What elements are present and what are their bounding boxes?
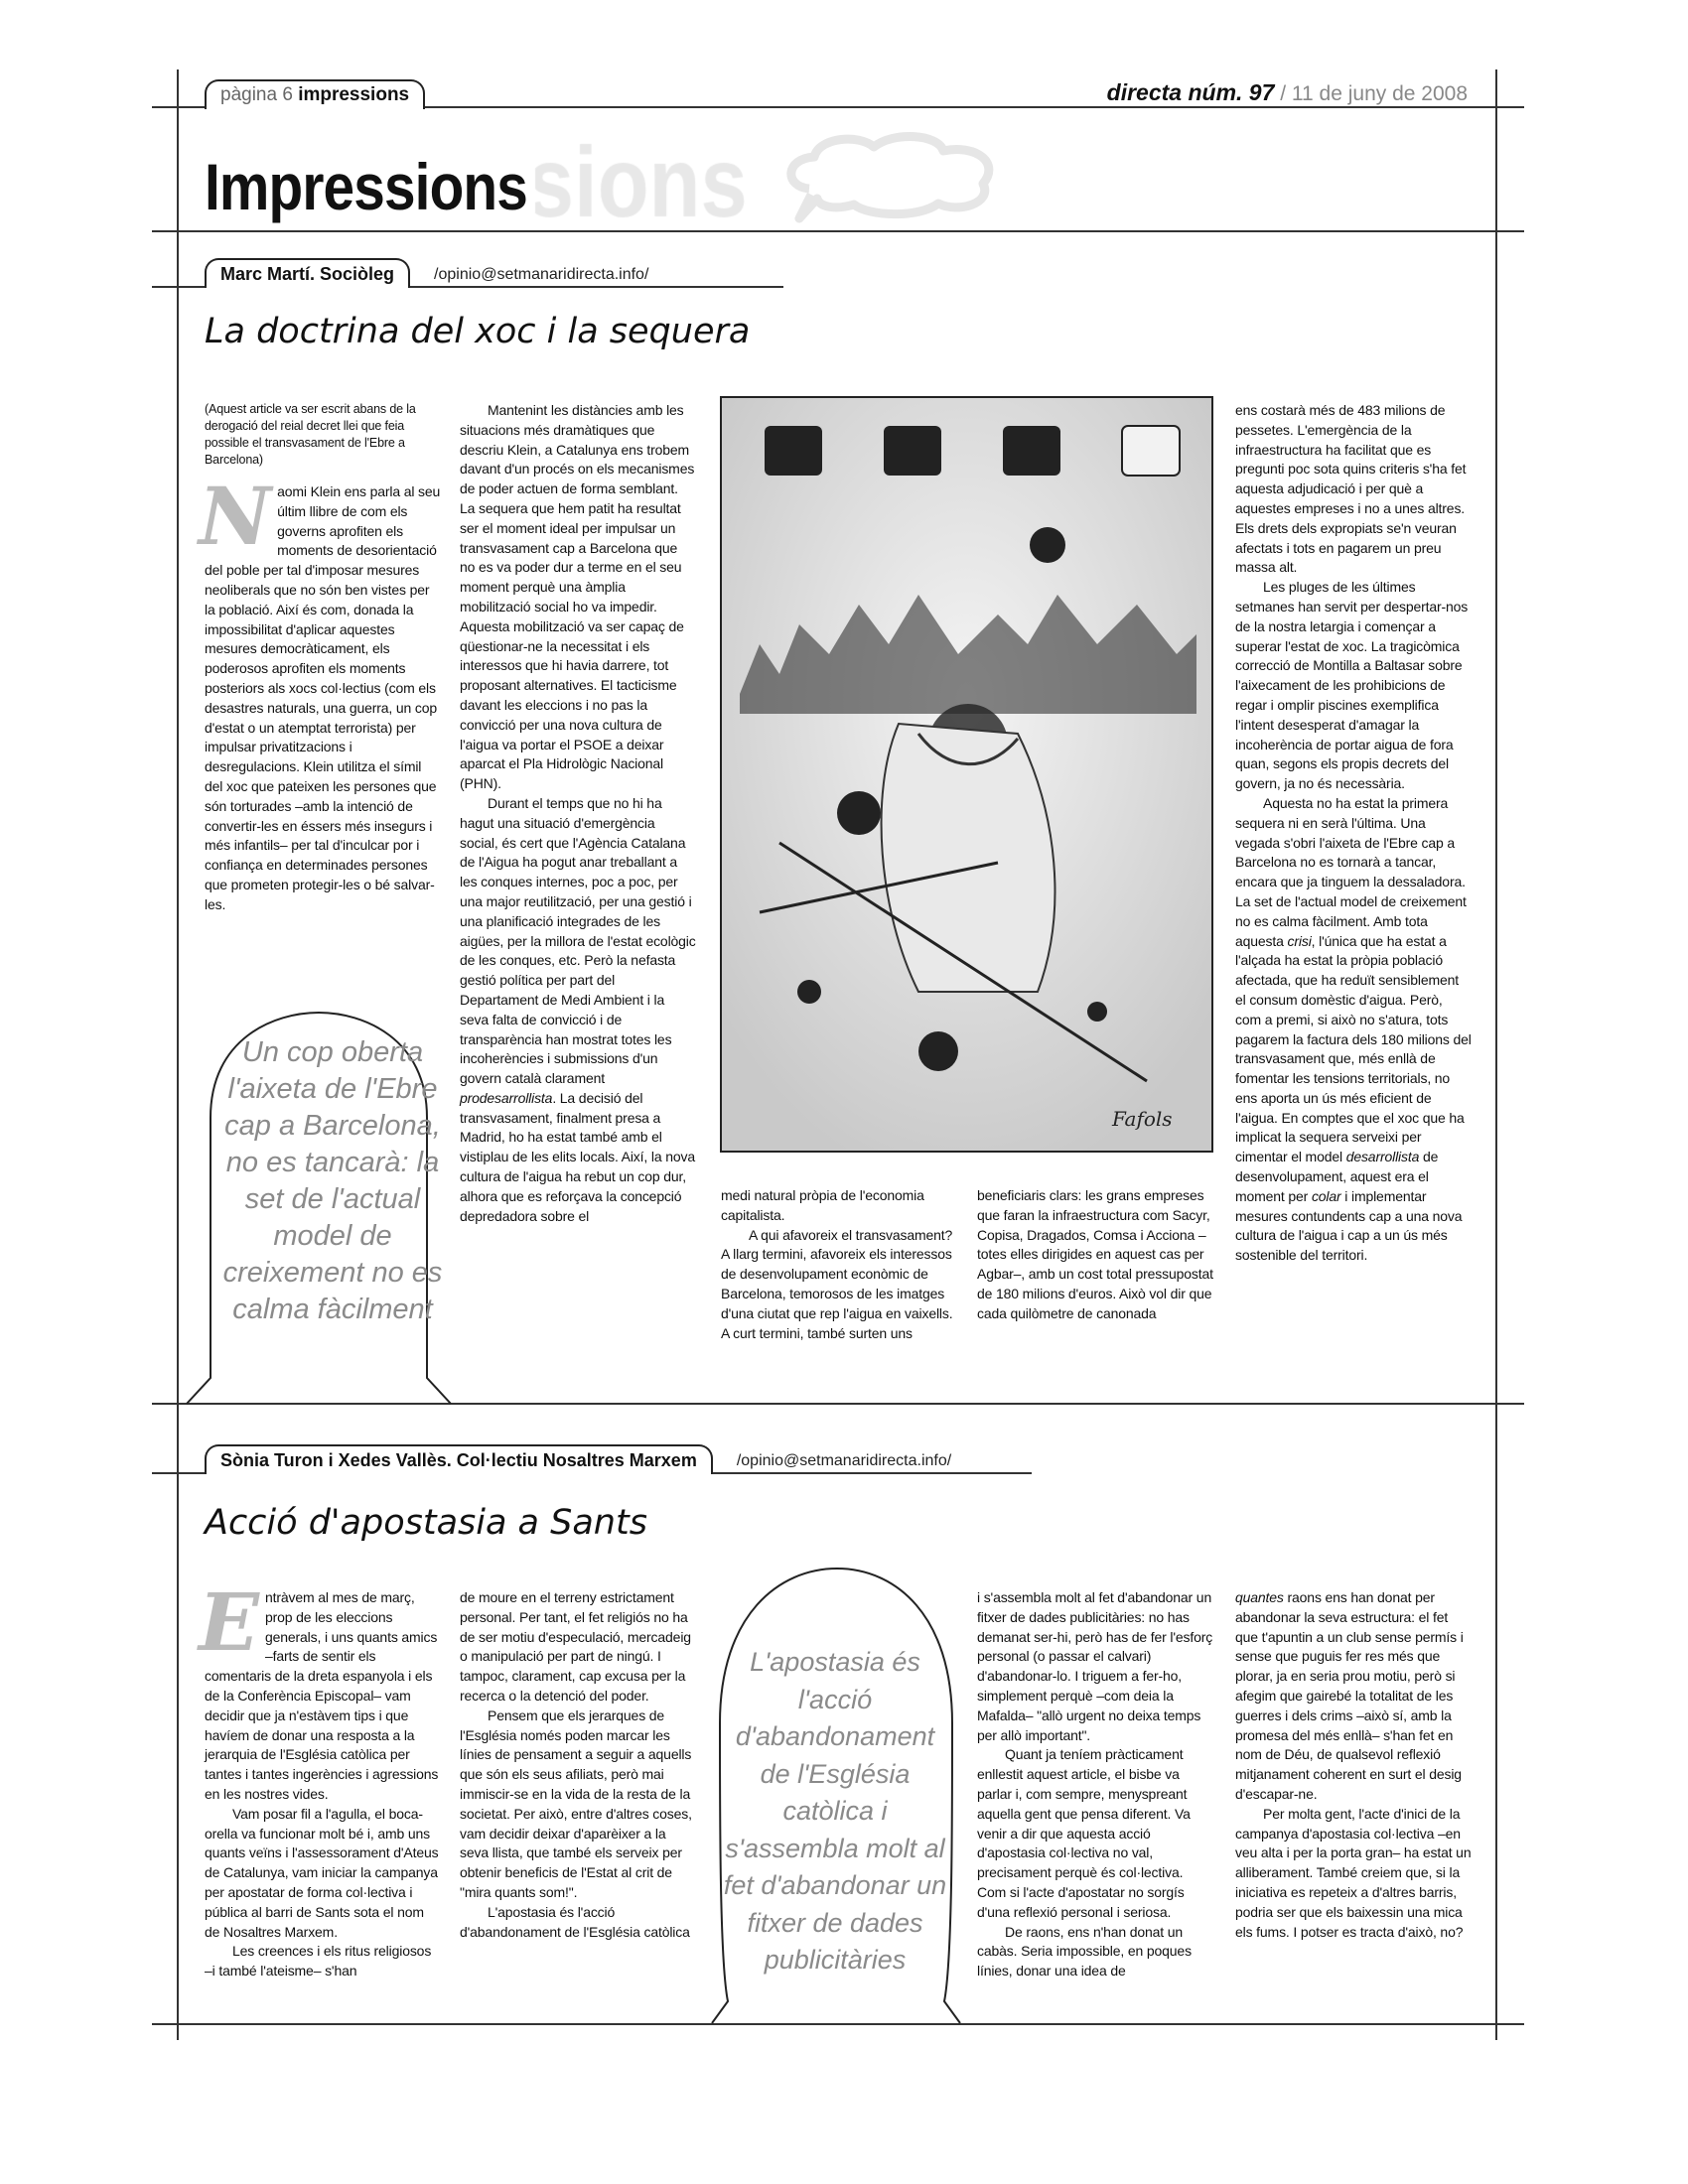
paragraph bbox=[460, 1903, 696, 1943]
right-margin-rule bbox=[1495, 69, 1497, 2040]
issue-date: / 11 de juny de 2008 bbox=[1280, 82, 1468, 105]
paragraph bbox=[205, 1805, 441, 1943]
page-tab bbox=[205, 79, 425, 109]
drop-cap: N bbox=[199, 470, 272, 563]
text-run: Pensem que els jerarques de l'Església només poden marcar les línies de pensament a seguir a aquells que són els seus afiliats, però mai immiscir-se en la vida de la resta de la societat. Per això, entre d'altres coses, vam decidir deixar d'aparèixer a la seva llista, que també els serveix per obtenir beneficis de l'Estat al crit de "mira quants som!". bbox=[460, 1706, 692, 1900]
masthead bbox=[1107, 79, 1468, 106]
article-headline: Acció d'apostasia a Sants bbox=[205, 1503, 647, 1543]
author-name: Marc Martí. Sociòleg bbox=[220, 264, 395, 284]
text-run: . La decisió del transvasament, finalment presa a Madrid, ho ha estat també amb el vistiplau de les elits locals. Així, la nova cultura de l'aigua ha rebut un cop dur, alhora que es reforçava la concepció depredadora sobre el bbox=[460, 1089, 695, 1224]
italic-text-run: crisi bbox=[1287, 932, 1312, 949]
paragraph bbox=[1235, 794, 1472, 1266]
text-run: Les pluges de les últimes setmanes han servit per despertar-nos de la nostra letargia i començar a superar l'estat de xoc. La tragicòmica correcció de Montilla a Baltasar sobre l'aixecament de les prohibicions de regar i omplir piscines exemplifica l'intent desesperat d'amagar la incoherència de portar aigua de fora quan, segons els propis decrets del govern, ja no és necessària. bbox=[1235, 579, 1469, 792]
paragraph bbox=[460, 401, 696, 794]
text-run: de desenvolupament, aquest era el moment per bbox=[1235, 1149, 1439, 1204]
text-run: , l'única que ha estat a l'alçada ha estat la pròpia població afectada, que ha reduït sensiblement el consum domèstic d'aigua. Però, com a premi, si això no s'atura, tots pagarem la factura dels 180 milions del transvasament que, més enllà de fomentar les tensions territorials, no ens aporta un ús més eficient de l'aigua. En comptes que el xoc que ha implicat la sequera serveixi per cimentar el model bbox=[1235, 932, 1472, 1165]
text-run: Les creences i els ritus religiosos –i també l'ateisme– s'han bbox=[205, 1943, 432, 1979]
text-run: raons ens han donat per abandonar la seva estructura: el fet que t'apuntin a un club sense permís i sense que puguis fer res més que plorar, ja en seria prou motiu, però si afegim que gairebé la totalitat de les guerres i dels crims –això sí, amb la promesa del més enllà– s'han fet en nom de Déu, de qualsevol reflexió mitjanament coherent en surt el desig d'escapar-ne. bbox=[1235, 1589, 1464, 1802]
italic-text-run: quantes bbox=[1235, 1589, 1284, 1605]
author-byline bbox=[205, 258, 410, 288]
paragraph bbox=[1235, 578, 1472, 794]
author-byline bbox=[205, 1444, 713, 1474]
text-run: L'apostasia és l'acció d'abandonament de l'Església catòlica bbox=[460, 1903, 690, 1940]
paragraph bbox=[977, 1745, 1213, 1922]
left-margin-rule bbox=[177, 69, 179, 2040]
issue-number: directa núm. 97 bbox=[1106, 79, 1275, 105]
illustration-signature: Fafols bbox=[1112, 1107, 1173, 1131]
byline-row bbox=[205, 1444, 951, 1474]
paragraph bbox=[460, 1706, 696, 1903]
paragraph bbox=[977, 1923, 1213, 1981]
text-run: A qui afavoreix el transvasament? A llarg termini, afavoreix els interessos de desenvolupament econòmic de Barcelona, temorosos de les imatges d'una ciutat que rep l'aigua en vaixells. A curt termini, també surten uns bbox=[721, 1226, 953, 1341]
section-label: impressions bbox=[298, 84, 410, 105]
text-run: De raons, ens n'han donat un cabàs. Seria impossible, en poques línies, donar una idea de bbox=[977, 1923, 1192, 1979]
text-run: ntràvem al mes de març, prop de les eleccions generals, i uns quants amics –farts de sentir els comentaris de la dreta espanyola i els de la Conferència Episcopal– vam decidir que ja n'estàvem tips i que havíem de donar una resposta a la jerarquia de l'Església catòlica per tantes i tantes ingerències i agressions en les nostres vides. bbox=[205, 1589, 439, 1802]
text-run: i implementar mesures contundents cap a una nova cultura de l'aigua i cap a un ús més sostenible del territori. bbox=[1235, 1187, 1463, 1264]
italic-text-run: desarrollista bbox=[1345, 1149, 1420, 1165]
text-run: aomi Klein ens parla al seu últim llibre de com els governs aprofiten els moments de desorientació del poble per tal d'imposar mesures neoliberals que no són ben vistes per la població. Així és com, donada la impossibilitat d'aplicar aquestes mesures democràticament, els poderosos aprofiten els moments posteriors als xocs col·lectius (com els desastres naturals, una guerra, un cop d'estat o un atemptat terrorista) per impulsar privatitzacions i desregulacions. Klein utilitza el símil del xoc que pateixen les persones que són torturades –amb la intenció de convertir-les en éssers més insegurs i més infantils– per tal d'inculcar por i confiança en determinades persones que prometen protegir-les o bé salvar-les. bbox=[205, 483, 441, 912]
paragraph bbox=[977, 1186, 1213, 1324]
speech-cloud-icon bbox=[779, 129, 1003, 223]
text-run: de moure en el terreny estrictament personal. Per tant, el fet religiós no ha de ser motiu d'especulació, mercadeig o manipulació per part de ningú. I tampoc, clarament, cap excusa per la recerca o la detenció del poder. bbox=[460, 1589, 691, 1704]
author-email-link[interactable]: /opinio@setmanaridirecta.info/ bbox=[434, 266, 649, 283]
text-run: Mantenint les distàncies amb les situacions més dramàtiques que descriu Klein, a Catalunya ens trobem davant d'un procés on els mecanismes de poder actuen de forma semblant. La sequera que hem patit ha resultat ser el moment ideal per impulsar un transvasament cap a Barcelona que no es va poder dur a terme en el seu moment perquè una àmplia mobilització social ho va impedir. Aquesta mobilització va ser capaç de qüestionar-ne la necessitat i els interessos que hi havia darrere, tot proposant alternatives. El tacticisme davant les eleccions i no pas la convicció per una nova cultura de l'aigua va portar el PSOE a deixar aparcat el Pla Hidrològic Nacional (PHN). bbox=[460, 402, 695, 792]
text-run: Quant ja teníem pràcticament enllestit aquest article, el bisbe va parlar i, com sempre, menyspreant aquella gent que pensa diferent. Va venir a dir que aquesta acció d'apostasia col·lectiva no val, precisament perquè és col·lectiva. Com si l'acte d'apostatar no sorgís d'una reflexió personal i seriosa. bbox=[977, 1746, 1191, 1920]
italic-text-run: colar bbox=[1311, 1187, 1341, 1204]
paragraph bbox=[460, 794, 696, 1227]
text-run: i s'assembla molt al fet d'abandonar un fitxer de dades publicitàries: no has demanat ser-hi, però has de fer l'esforç personal (o passar el calvari) d'abandonar-lo. I triguem a fer-ho, simplement perquè –com deia la Mafalda– "allò urgent no deixa temps per allò important". bbox=[977, 1589, 1213, 1743]
article2-column-1 bbox=[199, 1575, 441, 1981]
paragraph bbox=[1235, 401, 1472, 578]
text-run: Vam posar fil a l'agulla, el boca-orella va funcionar molt bé i, amb uns quants veïns i l'assessorament d'Ateus de Catalunya, vam iniciar la campanya per apostatar de forma col·lectiva i pública al barri de Sants sota el nom de Nosaltres Marxem. bbox=[205, 1805, 439, 1940]
paragraph bbox=[460, 1588, 696, 1706]
illustration bbox=[720, 396, 1213, 1153]
paragraph bbox=[205, 1942, 441, 1981]
section-title: Impressions bbox=[205, 150, 527, 223]
pullquote: L'apostasia és l'acció d'abandonament de l'Església catòlica i s'assembla molt al fet d'abandonar un fitxer de dades publicitàries bbox=[723, 1647, 947, 1975]
article-headline: La doctrina del xoc i la sequera bbox=[205, 312, 751, 351]
pullquote: Un cop oberta l'aixeta de l'Ebre cap a Barcelona, no es tancarà: la set de l'actual model de creixement no es calma fàcilment bbox=[222, 1036, 443, 1325]
text-run: Durant el temps que no hi ha hagut una situació d'emergència social, és cert que l'Agència Catalana de l'Aigua ha pogut anar treballant a les conques internes, poc a poc, per una major reutilització, per una gestió i una planificació integrades de les aigües, per la millora de l'estat ecològic de les conques, etc. Però la nefasta gestió política per part del Departament de Medi Ambient i la seva falta de convicció i de transparència han mostrat totes les incoherències i submissions d'un govern català clarament bbox=[460, 794, 696, 1087]
article2-column-5 bbox=[1235, 1588, 1472, 1942]
paragraph bbox=[721, 1186, 957, 1226]
article1-column-3 bbox=[721, 1186, 957, 1343]
paragraph bbox=[1235, 1805, 1472, 1943]
article1-column-1 bbox=[199, 401, 441, 915]
text-run: medi natural pròpia de l'economia capitalista. bbox=[721, 1187, 924, 1223]
paragraph bbox=[721, 1226, 957, 1344]
text-run: Per molta gent, l'acte d'inici de la campanya d'apostasia col·lectiva –en veu alta i per la porta gran– ha estat un alliberament. També creiem que, si la iniciativa es repeteix a d'altres barris, podria ser que els baixessin una mica els fums. I potser es tracta d'això, no? bbox=[1235, 1805, 1472, 1940]
text-run: ens costarà més de 483 milions de pessetes. L'emergència de la infraestructura ha facilitat que es pregunti poc sota quins criteris s'ha fet aquesta adjudicació i per què a aquestes empreses i no a unes altres. Els drets dels expropiats se'n veuran afectats i tots en pagarem un preu massa alt. bbox=[1235, 402, 1467, 576]
author-name: Sònia Turon i Xedes Vallès. Col·lectiu Nosaltres Marxem bbox=[220, 1450, 697, 1470]
article1-column-4 bbox=[977, 1186, 1213, 1324]
italic-text-run: prodesarrollista bbox=[460, 1089, 553, 1106]
article2-column-4 bbox=[977, 1588, 1213, 1981]
page-number: pàgina 6 bbox=[220, 84, 293, 105]
paragraph bbox=[1235, 1588, 1472, 1805]
article1-column-5 bbox=[1235, 401, 1472, 1266]
article2-column-2 bbox=[460, 1588, 696, 1942]
text-run: beneficiaris clars: les grans empreses que faran la infraestructura com Sacyr, Copisa, Dragados, Comsa i Acciona –totes elles dirigides en aquest cas per Agbar–, amb un cost total pressupostat de 180 milions d'euros. Això vol dir que cada quilòmetre de canonada bbox=[977, 1187, 1213, 1321]
editor-note: (Aquest article va ser escrit abans de la derogació del reial decret llei que feia possible el transvasament de l'Ebre a Barcelona) bbox=[205, 402, 416, 467]
drop-cap: E bbox=[199, 1575, 259, 1669]
text-run: Aquesta no ha estat la primera sequera ni en serà l'última. Una vegada s'obri l'aixeta de l'Ebre cap a Barcelona no es tornarà a tancar, encara que ja tinguem la dessaladora. La set de l'actual model de creixement no es calma fàcilment. Amb tota aquesta bbox=[1235, 794, 1467, 949]
author-email-link[interactable]: /opinio@setmanaridirecta.info/ bbox=[736, 1452, 952, 1469]
paragraph bbox=[977, 1588, 1213, 1745]
article1-column-2 bbox=[460, 401, 696, 1226]
byline-row bbox=[205, 258, 648, 288]
